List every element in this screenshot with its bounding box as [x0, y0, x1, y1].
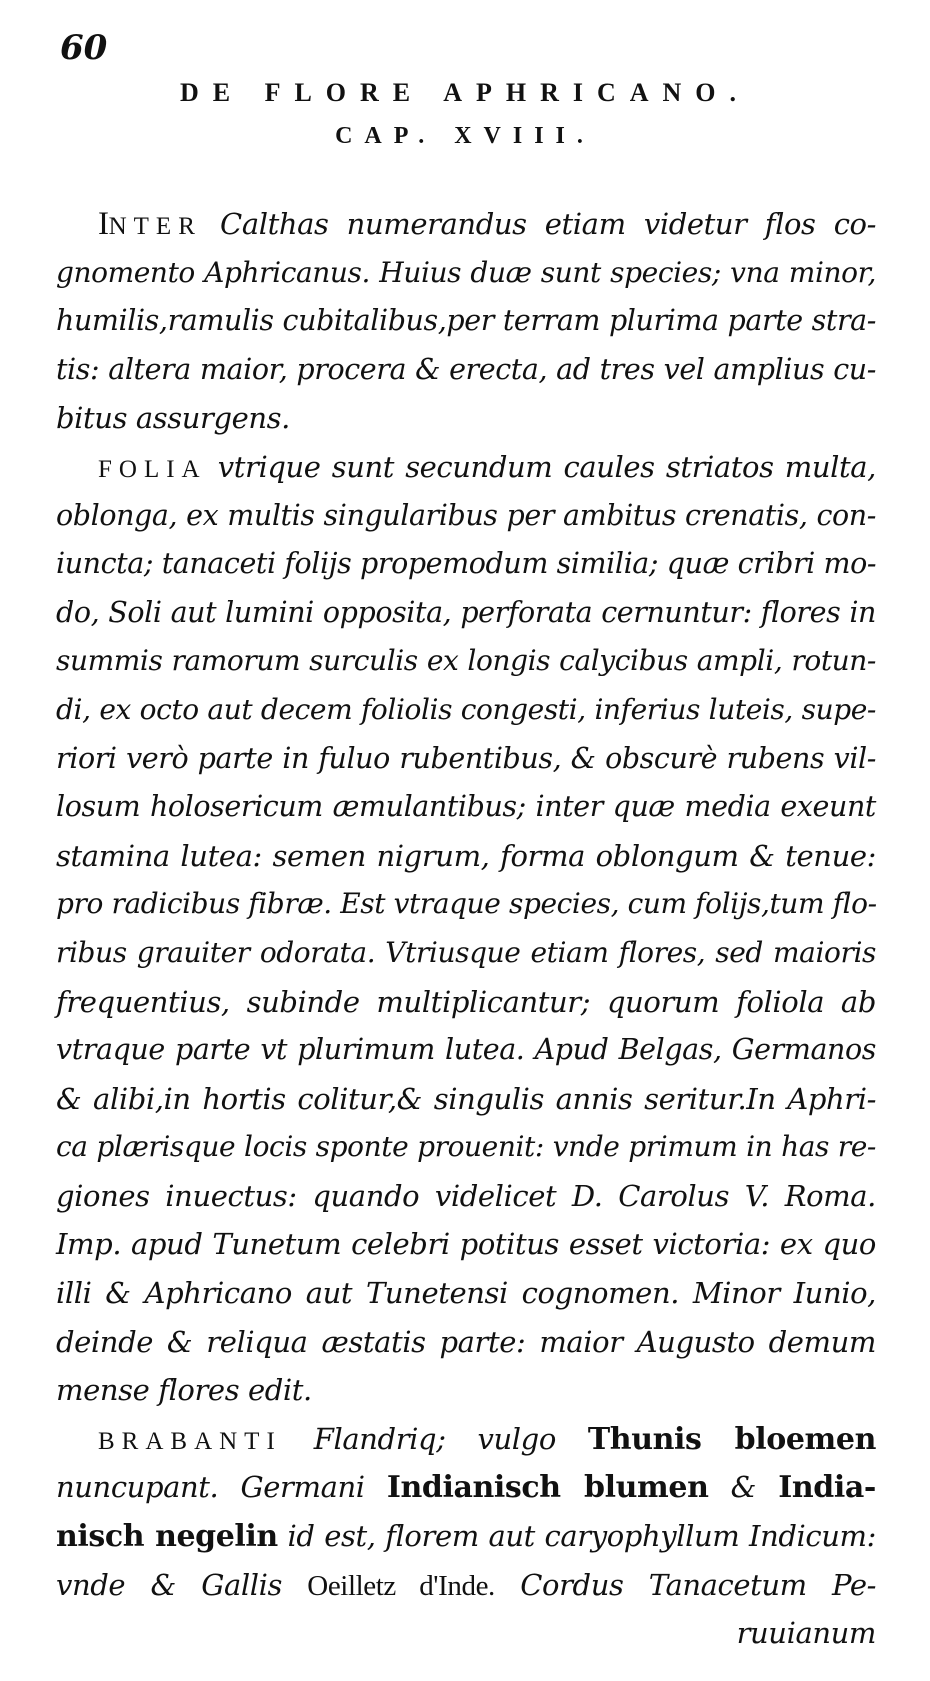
text-line: deinde & reliqua æstatis parte: maior Augusto demum	[56, 1324, 876, 1359]
text-line: di, ex octo aut decem foliolis congesti, inferius luteis, supe-	[56, 692, 876, 726]
text-body	[56, 200, 876, 1658]
text-fragment: id est, florem aut caryophyllum Indicum:	[287, 1519, 876, 1554]
text-fragment: Cordus Tanacetum Pe-	[520, 1567, 877, 1602]
text-line: summis ramorum surculis ex longis calycibus ampli, rotun-	[56, 644, 876, 678]
text-line: bitus assurgens.	[56, 401, 290, 436]
text-line	[56, 1512, 876, 1561]
chapter-number: CAP. XVIII.	[335, 123, 595, 149]
text-line	[56, 443, 876, 492]
small-caps-word: BRABANTI	[98, 1427, 282, 1455]
text-line: losum holosericum æmulantibus; inter quæ media exeunt	[56, 790, 876, 824]
text-fragment: &	[730, 1470, 757, 1505]
text-fragment: vnde & Gallis	[56, 1567, 282, 1602]
text-line: oblonga, ex multis singularibus per ambitus crenatis, con-	[56, 498, 876, 532]
blackletter-text: India-	[778, 1470, 876, 1506]
text-line: gnomento Aphricanus. Huius duæ sunt species; vna minor,	[56, 255, 876, 289]
text-line: humilis,ramulis cubitalibus,per terram plurima parte stra-	[56, 304, 876, 338]
text-line: Imp. apud Tunetum celebri potitus esset victoria: ex quo	[56, 1227, 876, 1262]
text-fragment: vtrique sunt secundum caules striatos multa,	[217, 449, 876, 484]
text-line: frequentius, subinde multiplicantur; quorum foliola ab	[56, 984, 876, 1019]
blackletter-text: Thunis bloemen	[587, 1421, 876, 1457]
text-line: & alibi,in hortis colitur,& singulis annis seritur.In Aphri-	[56, 1081, 876, 1116]
text-line: giones inuectus: quando videlicet D. Carolus V. Roma.	[56, 1178, 876, 1213]
text-line	[56, 1463, 876, 1512]
roman-text: Oeilletz d'Inde.	[307, 1569, 495, 1602]
text-line: stamina lutea: semen nigrum, forma oblongum & tenue:	[56, 838, 876, 873]
text-line: tis: altera maior, procera & erecta, ad tres vel amplius cu-	[56, 352, 876, 386]
text-line: ribus grauiter odorata. Vtriusque etiam flores, sed maioris	[56, 935, 876, 969]
small-caps-word: NTER	[108, 213, 202, 240]
text-line	[56, 1415, 876, 1464]
catchword: ruuianum	[736, 1616, 876, 1651]
text-line: illi & Aphricano aut Tunetensi cognomen. Minor Iunio,	[56, 1276, 876, 1311]
text-fragment: nuncupant. Germani	[56, 1470, 365, 1505]
page-number: 60	[60, 28, 108, 68]
text-fragment: Calthas numerandus etiam videtur flos co-	[220, 207, 876, 241]
text-line: mense flores edit.	[56, 1373, 312, 1408]
text-line: ca plærisque locis sponte prouenit: vnde primum in has re-	[56, 1130, 876, 1164]
text-fragment: Flandriq; vulgo	[313, 1421, 556, 1456]
initial-letter: I	[98, 206, 109, 242]
text-line: do, Soli aut lumini opposita, perforata cernuntur: flores in	[56, 595, 876, 629]
text-line: riori verò parte in fuluo rubentibus, & obscurè rubens vil-	[56, 741, 876, 775]
text-line: vtraque parte vt plurimum lutea. Apud Belgas, Germanos	[56, 1033, 876, 1067]
text-line: iuncta; tanaceti folijs propemodum similia; quæ cribri mo-	[56, 547, 877, 581]
small-caps-word: FOLIA	[98, 455, 207, 483]
chapter-title: DE FLORE APHRICANO.	[179, 78, 751, 107]
blackletter-text: nisch negelin	[56, 1519, 278, 1555]
text-line	[56, 200, 876, 249]
text-line	[56, 1561, 876, 1610]
blackletter-text: Indianisch blumen	[386, 1470, 709, 1506]
text-line: pro radicibus fibræ. Est vtraque species, cum folijs,tum flo-	[56, 887, 877, 921]
